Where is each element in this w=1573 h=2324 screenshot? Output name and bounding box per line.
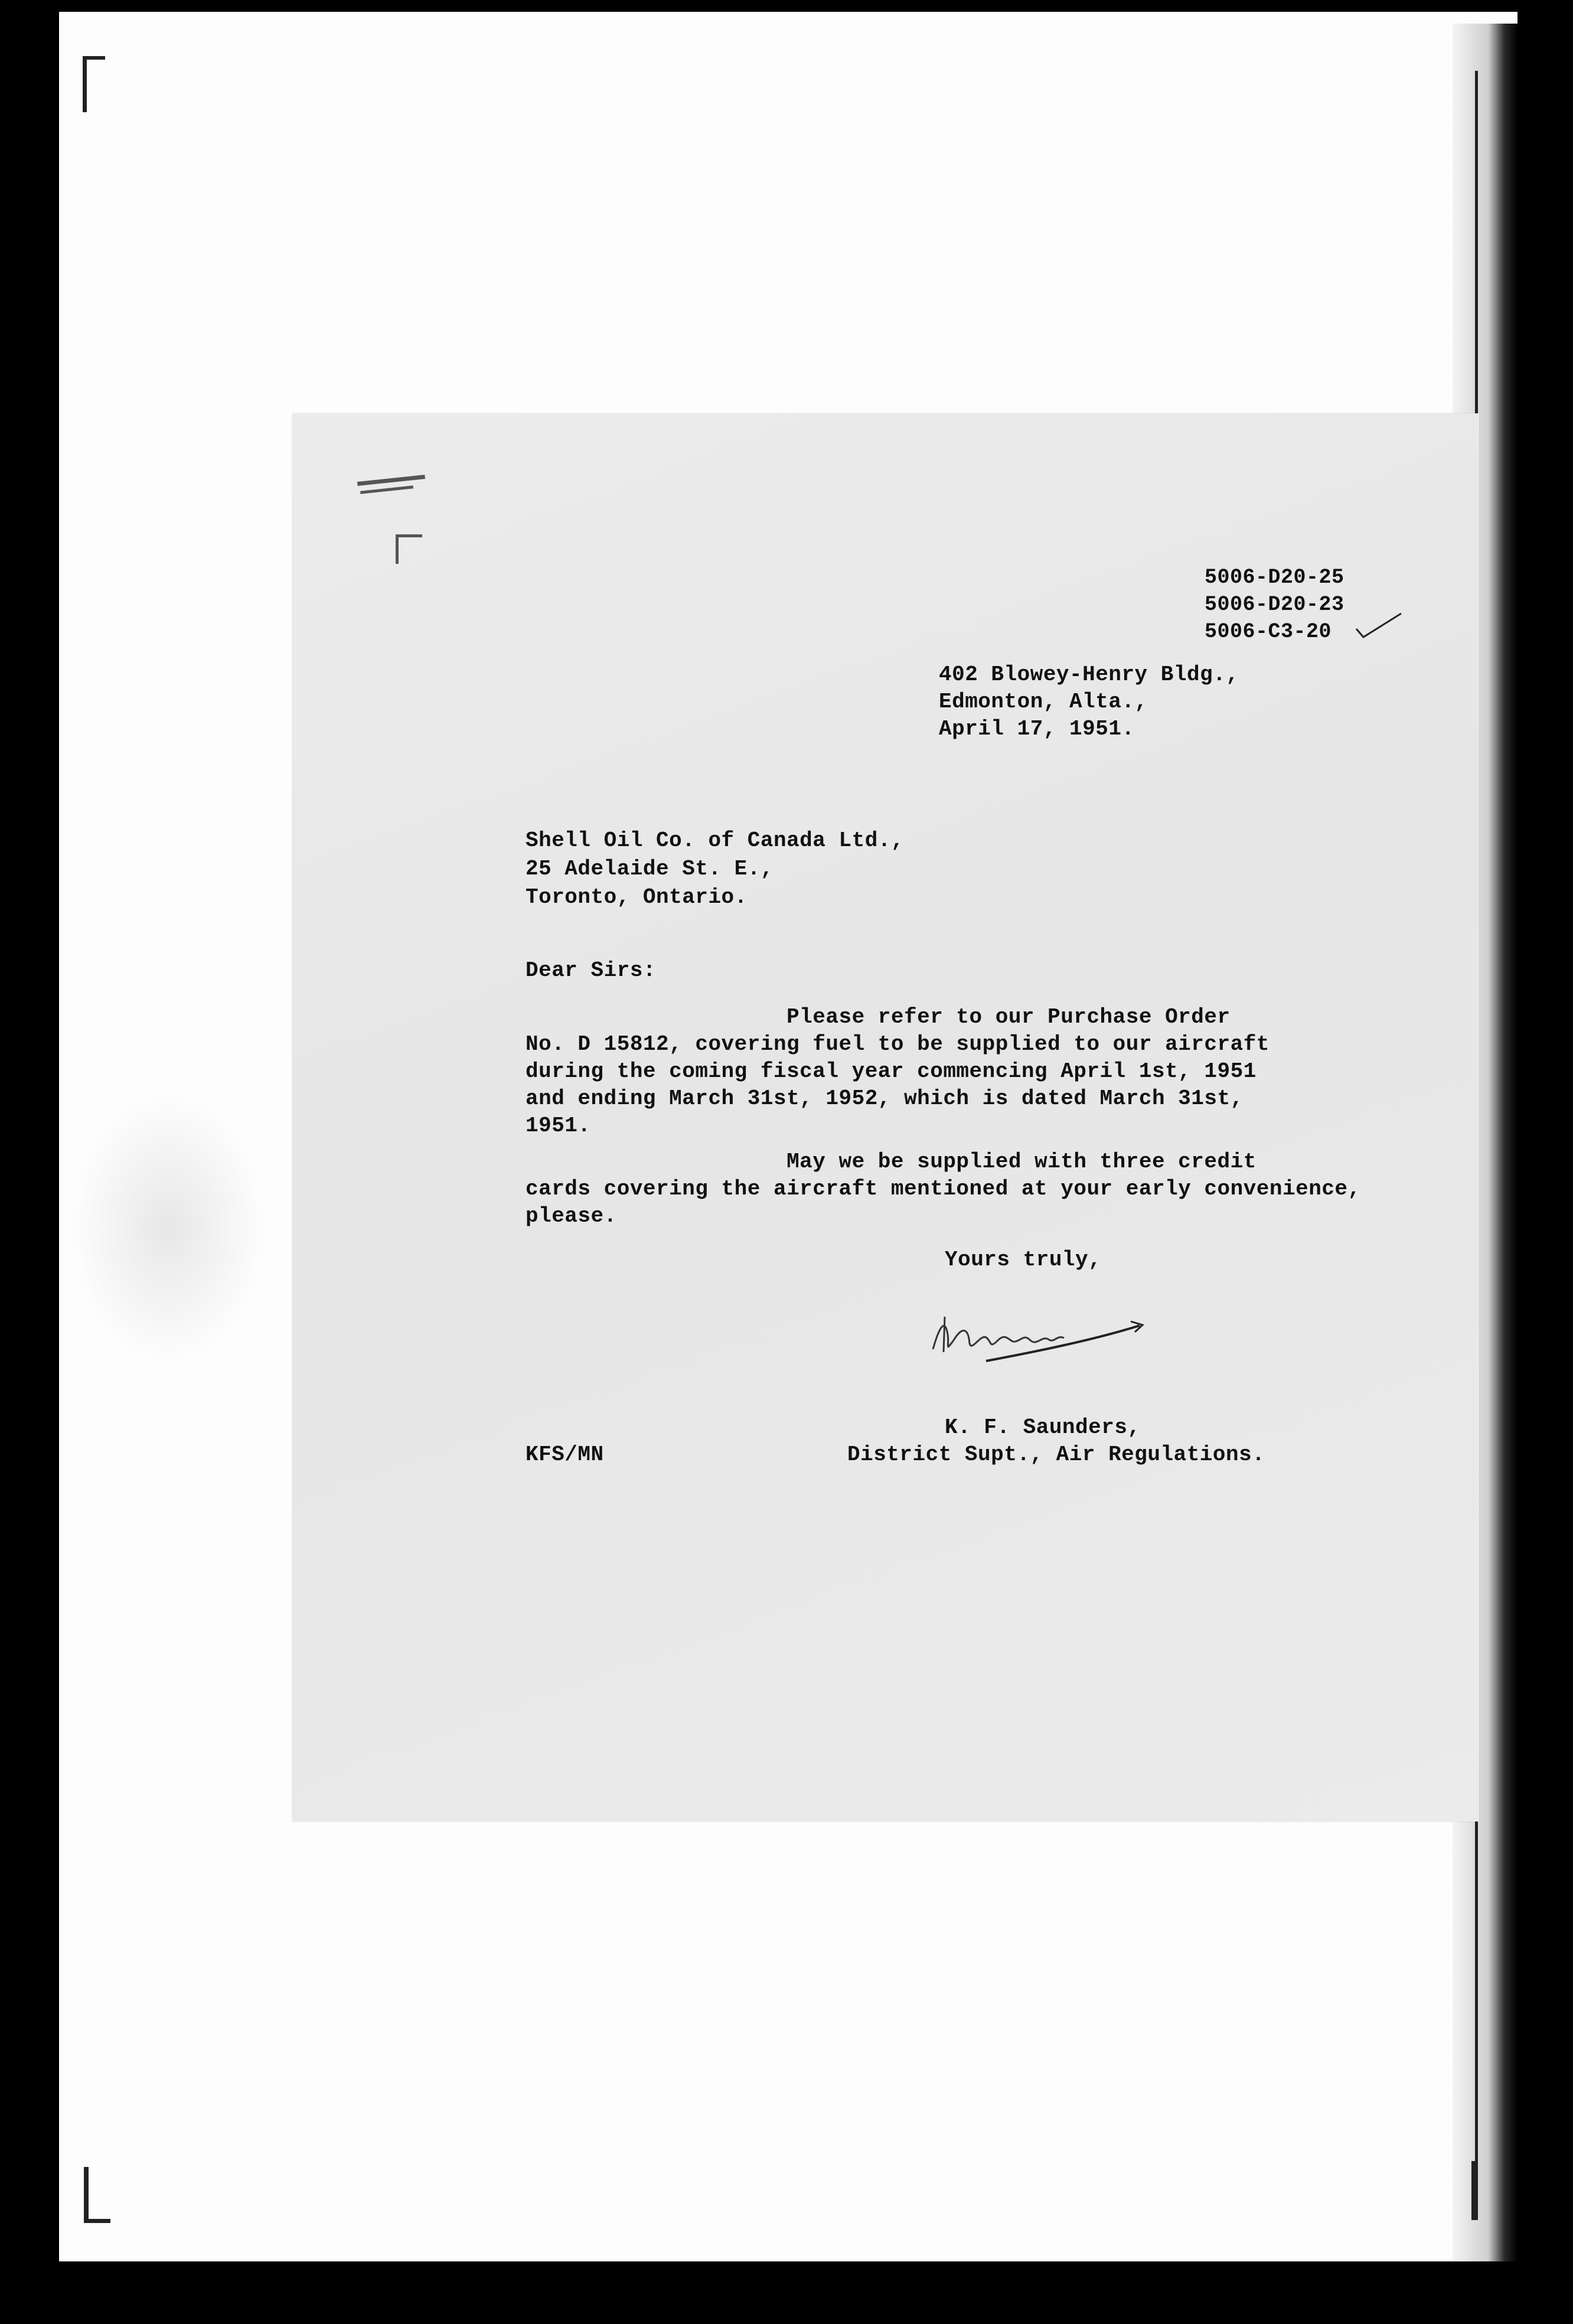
body-line: May we be supplied with three credit [526,1150,1257,1174]
file-ref-1: 5006-D20-25 [1205,566,1344,589]
crop-mark-bottom-left [84,2167,89,2223]
recipient-line: 25 Adelaide St. E., [526,857,774,881]
sender-address-line: 402 Blowey-Henry Bldg., [939,662,1239,687]
staple-mark-2 [360,485,413,494]
body-line: during the coming fiscal year commencing April 1st, 1951 [526,1059,1257,1083]
recipient-address [526,827,904,912]
signature-block [847,1414,1265,1468]
file-ref-3: 5006-C3-20 [1205,620,1332,644]
recipient-line: Shell Oil Co. of Canada Ltd., [526,828,905,853]
sender-address [939,661,1239,743]
film-smudge [71,1092,266,1364]
body-line: 1951. [526,1114,591,1138]
body-line: cards covering the aircraft mentioned at your early convenience, [526,1177,1361,1201]
staple-mark [357,475,425,486]
punch-mark [396,534,399,564]
body-paragraph-1 [526,1004,1270,1140]
signer-title: District Supt., Air Regulations. [847,1442,1265,1467]
file-references [1205,564,1344,645]
crop-mark-bottom-right [1471,2161,1476,2220]
crop-mark-top-left [83,56,87,112]
crop-mark-bottom-left-bar [84,2219,110,2223]
letter-sheet [292,413,1479,1822]
body-line: No. D 15812, covering fuel to be supplied to our aircraft [526,1032,1270,1056]
punch-mark-top [396,534,422,537]
body-line: and ending March 31st, 1952, which is dated March 31st, [526,1086,1244,1111]
salutation: Dear Sirs: [526,958,657,983]
typist-initials: KFS/MN [526,1442,604,1467]
signer-name: K. F. Saunders, [945,1415,1141,1440]
body-line: please. [526,1204,617,1228]
checkmark-icon [1355,611,1402,641]
closing: Yours truly, [945,1248,1102,1272]
crop-mark-top-left-bar [83,56,105,60]
sender-address-line: Edmonton, Alta., [939,690,1148,714]
letter-date: April 17, 1951. [939,717,1135,741]
body-paragraph-2 [526,1148,1361,1230]
file-ref-2: 5006-D20-23 [1205,593,1344,616]
body-line: Please refer to our Purchase Order [526,1005,1231,1029]
handwritten-signature [927,1293,1187,1370]
recipient-line: Toronto, Ontario. [526,885,748,909]
